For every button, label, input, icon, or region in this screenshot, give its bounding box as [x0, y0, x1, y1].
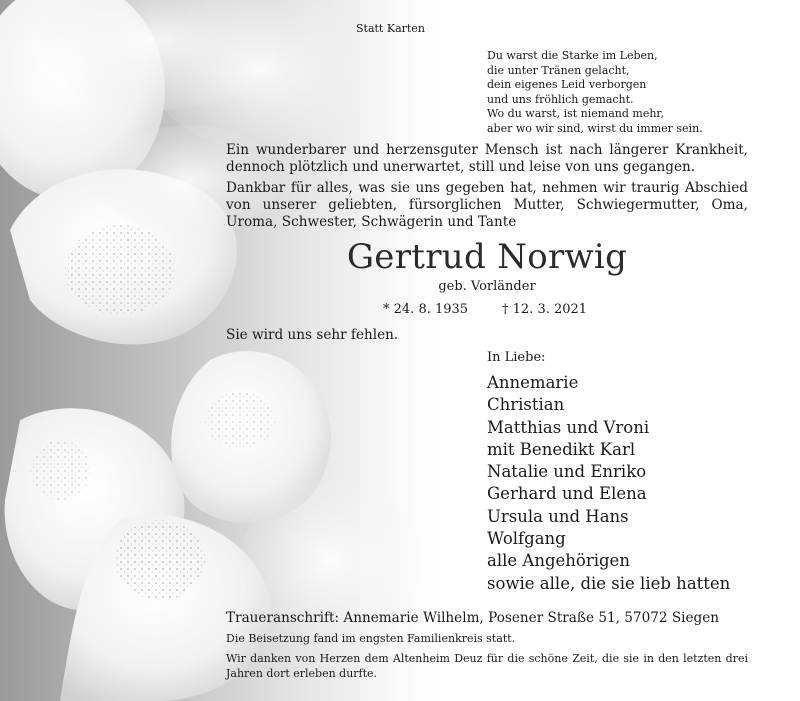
statt-karten-label: Statt Karten: [356, 22, 425, 35]
intro-paragraph: Ein wunderbarer und herzensguter Mensch ist nach längerer Krankheit, dennoch plötzlich und unerwartet, still und leise von uns gegangen.: [226, 142, 748, 176]
burial-note: Die Beisetzung fand im engsten Familienkreis statt.: [226, 632, 516, 645]
poem: [487, 49, 703, 137]
poem-line: Du warst die Starke im Leben,: [487, 49, 658, 62]
missed-text: Sie wird uns sehr fehlen.: [226, 327, 399, 343]
deceased-name: Gertrud Norwig: [346, 237, 628, 277]
poem-line: und uns fröhlich gemacht.: [487, 92, 634, 106]
farewell-paragraph: Dankbar für alles, was sie uns gegeben hat, nehmen wir traurig Abschied von unserer geliebten, fürsorglichen Mutter, Schwiegermutter, Oma, Uroma, Schwester, Schwägerin und Tante: [226, 180, 748, 231]
poem-line: dein eigenes Leid verborgen: [487, 78, 647, 92]
mourning-address: Traueranschrift: Annemarie Wilhelm, Posener Straße 51, 57072 Siegen: [226, 610, 720, 626]
mourner-name: sowie alle, die sie lieb hatten: [487, 573, 731, 593]
mourner-name: Matthias und Vroni: [487, 417, 650, 437]
mourners-list: [487, 372, 730, 595]
poem-line: die unter Tränen gelacht,: [487, 63, 630, 77]
mourner-name: alle Angehörigen: [487, 551, 630, 571]
mourner-name: Gerhard und Elena: [487, 484, 647, 504]
birth-date: * 24. 8. 1935: [383, 302, 469, 317]
mourner-name: Wolfgang: [487, 529, 566, 549]
poem-line: aber wo wir sind, wirst du immer sein.: [487, 121, 703, 135]
mourner-name: mit Benedikt Karl: [487, 439, 636, 459]
maiden-name: geb. Vorländer: [438, 279, 536, 294]
mourners-heading: In Liebe:: [487, 350, 546, 365]
death-date: † 12. 3. 2021: [502, 302, 588, 317]
poem-line: Wo du warst, ist niemand mehr,: [487, 107, 664, 121]
mourner-name: Annemarie: [487, 373, 579, 392]
mourner-name: Ursula und Hans: [487, 506, 629, 526]
thanks-note: Wir danken von Herzen dem Altenheim Deuz für die schöne Zeit, die sie in den letzten drei Jahren dort erleben durfte.: [226, 652, 748, 680]
mourner-name: Christian: [487, 395, 565, 415]
mourner-name: Natalie und Enriko: [487, 462, 647, 482]
